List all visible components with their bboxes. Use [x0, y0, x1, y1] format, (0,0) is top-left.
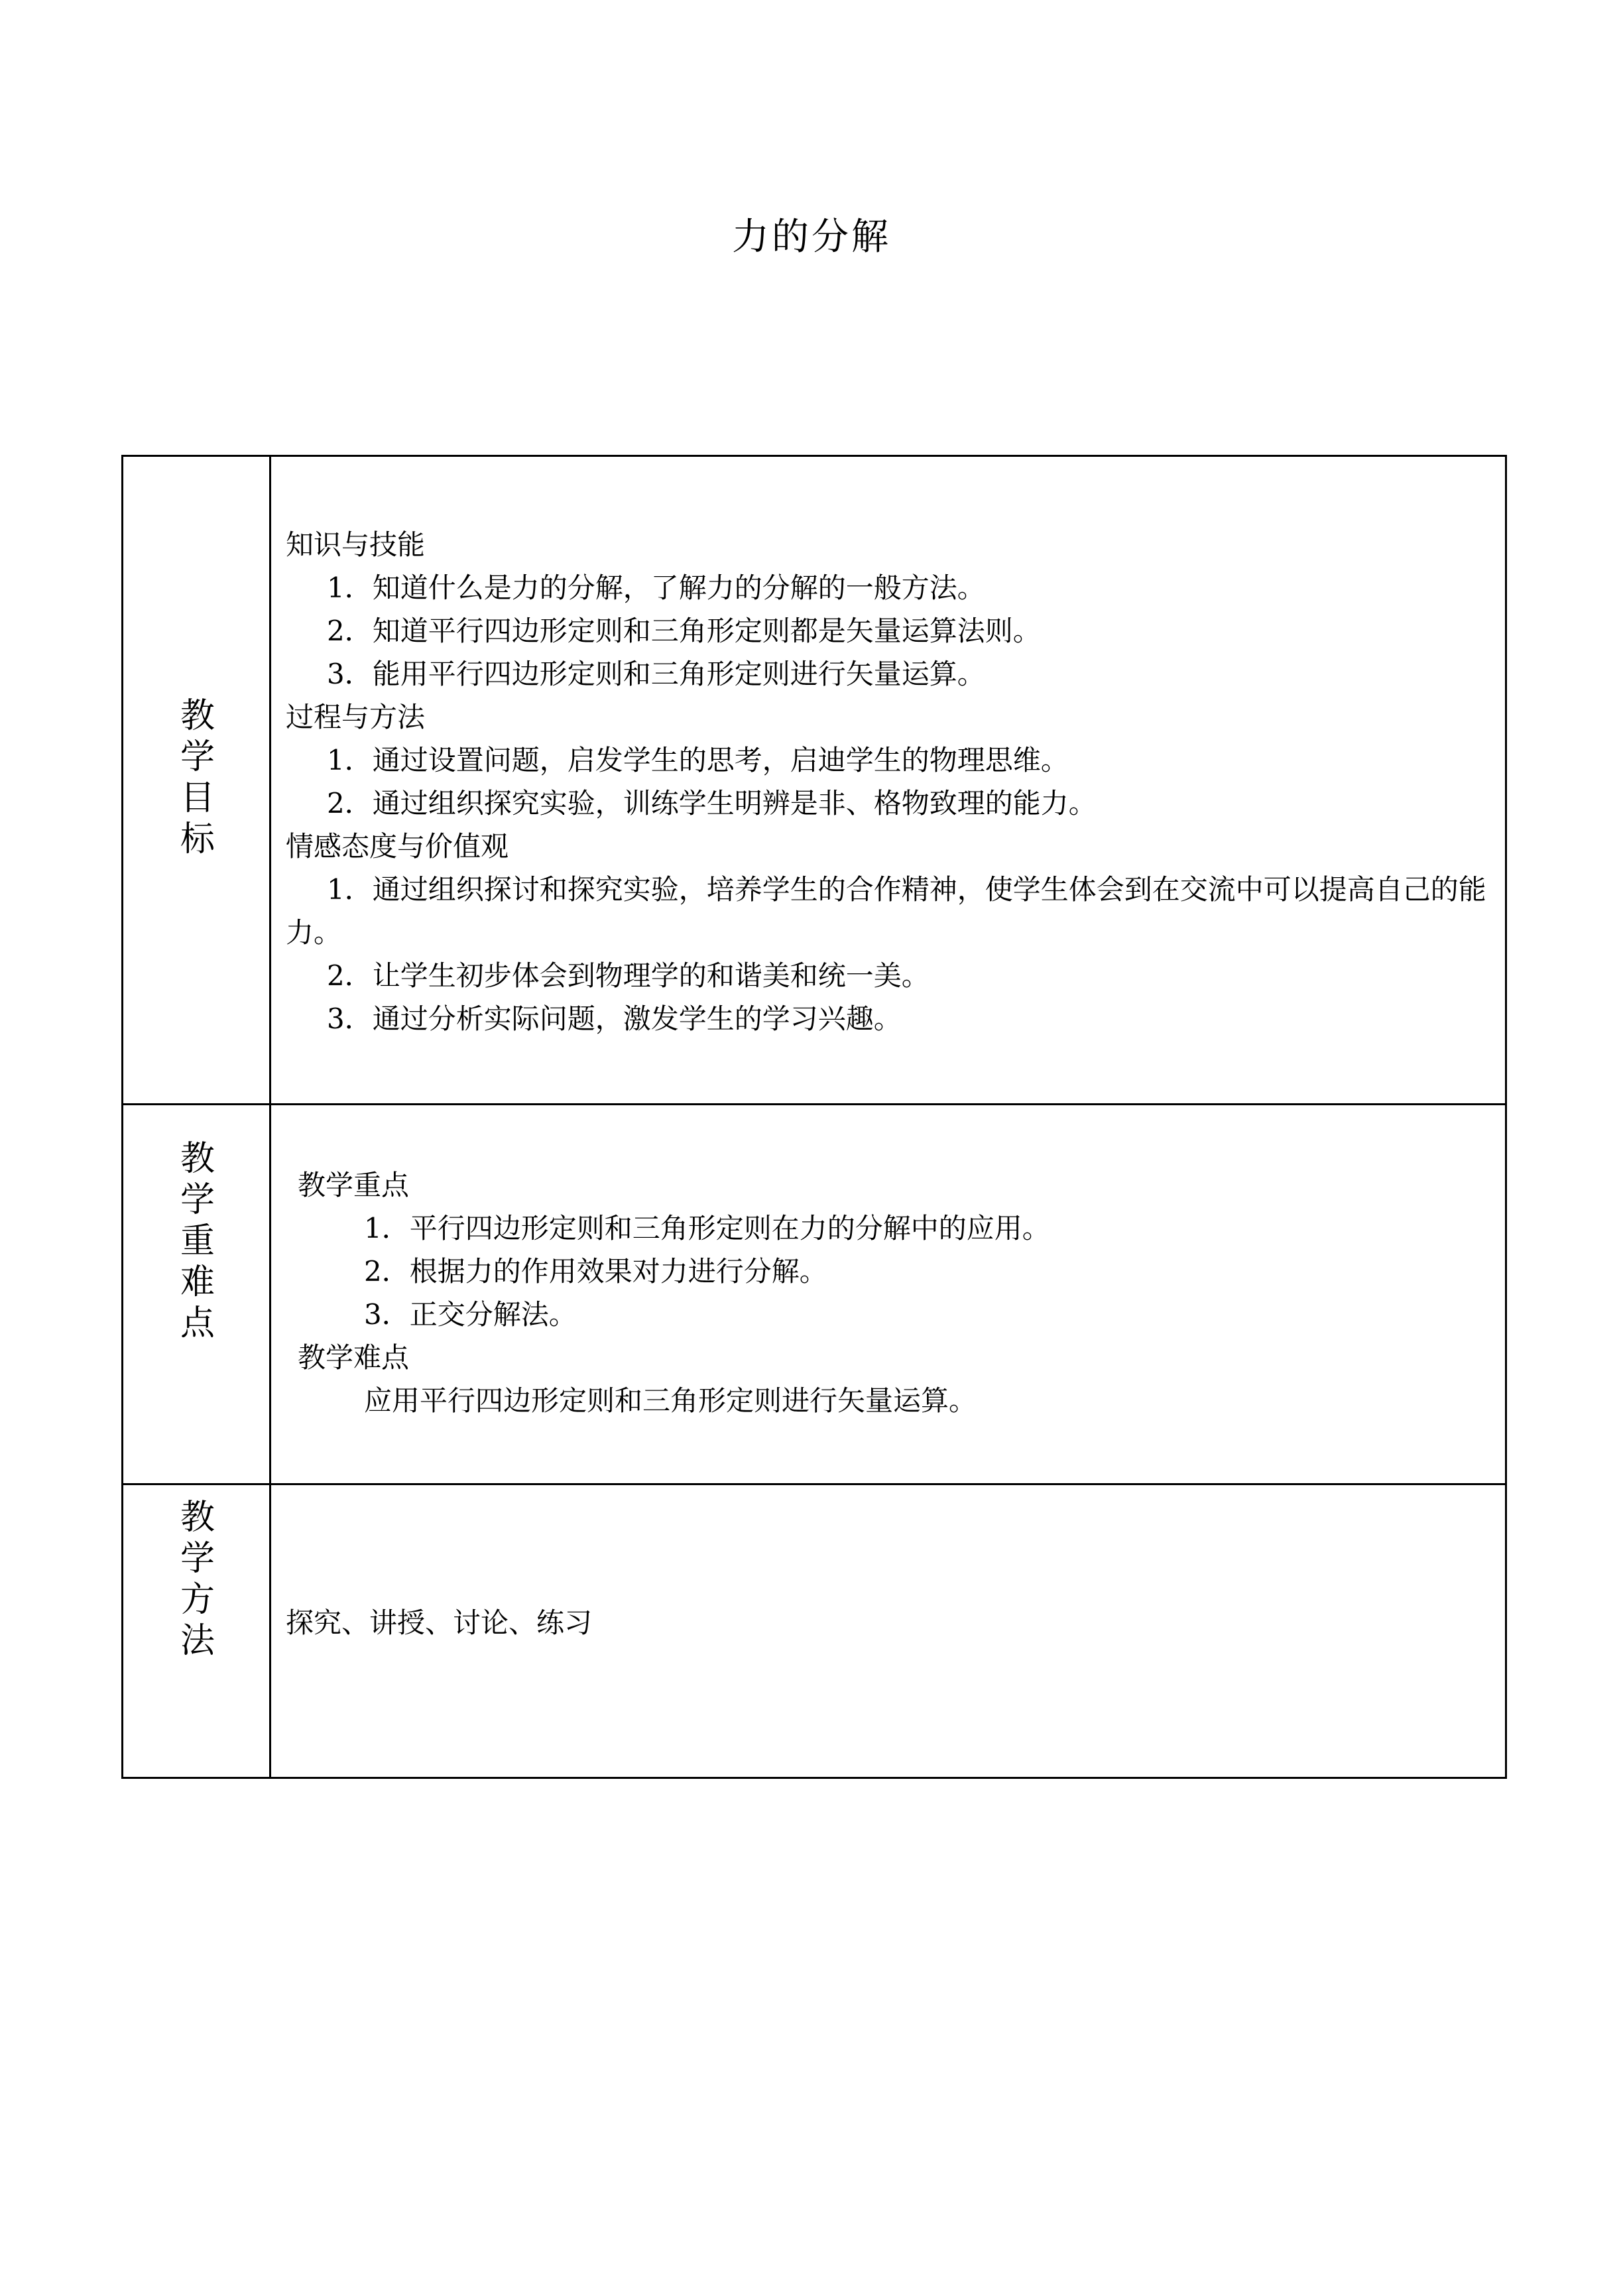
methods-content-cell	[270, 1484, 1506, 1778]
methods-label-cell	[123, 1484, 270, 1778]
methods-label: 教学方法	[180, 1498, 215, 1661]
difficulty-heading: 教学难点	[298, 1341, 410, 1374]
section-heading-attitude: 情感态度与价值观	[286, 830, 509, 863]
methods-row	[123, 1484, 1506, 1778]
list-item: 1．通过组织探讨和探究实验，培养学生的合作精神，使学生体会到在交流中可以提高自己的能力。	[286, 873, 1486, 949]
list-item: 3．通过分析实际问题，激发学生的学习兴趣。	[327, 1002, 902, 1035]
key-points-row	[123, 1105, 1506, 1484]
key-points-content-cell	[270, 1105, 1506, 1484]
section-heading-knowledge: 知识与技能	[286, 528, 426, 561]
methods-text: 探究、讲授、讨论、练习	[286, 1606, 593, 1639]
objectives-label: 教学目标	[180, 696, 215, 859]
key-points-label-cell	[123, 1105, 270, 1484]
list-item: 1．通过设置问题，启发学生的思考，启迪学生的物理思维。	[327, 744, 1069, 776]
list-item: 3．能用平行四边形定则和三角形定则进行矢量运算。	[327, 658, 985, 690]
list-item: 1．知道什么是力的分解，了解力的分解的一般方法。	[327, 572, 985, 604]
objectives-row	[123, 456, 1506, 1105]
focus-heading: 教学重点	[298, 1169, 410, 1201]
list-item: 2．让学生初步体会到物理学的和谐美和统一美。	[327, 959, 930, 992]
list-item: 2．通过组织探究实验，训练学生明辨是非、格物致理的能力。	[327, 787, 1097, 819]
lesson-plan-table	[121, 455, 1507, 1779]
page-title: 力的分解	[732, 215, 891, 259]
objectives-content-cell	[270, 456, 1506, 1105]
key-points-label: 教学重难点	[180, 1139, 215, 1343]
list-item: 1．平行四边形定则和三角形定则在力的分解中的应用。	[364, 1212, 1050, 1244]
objectives-label-cell	[123, 456, 270, 1105]
difficulty-text: 应用平行四边形定则和三角形定则进行矢量运算。	[364, 1384, 977, 1417]
list-item: 3．正交分解法。	[364, 1298, 577, 1331]
list-item: 2．知道平行四边形定则和三角形定则都是矢量运算法则。	[327, 615, 1041, 647]
section-heading-process: 过程与方法	[286, 701, 426, 733]
list-item: 2．根据力的作用效果对力进行分解。	[364, 1255, 827, 1288]
